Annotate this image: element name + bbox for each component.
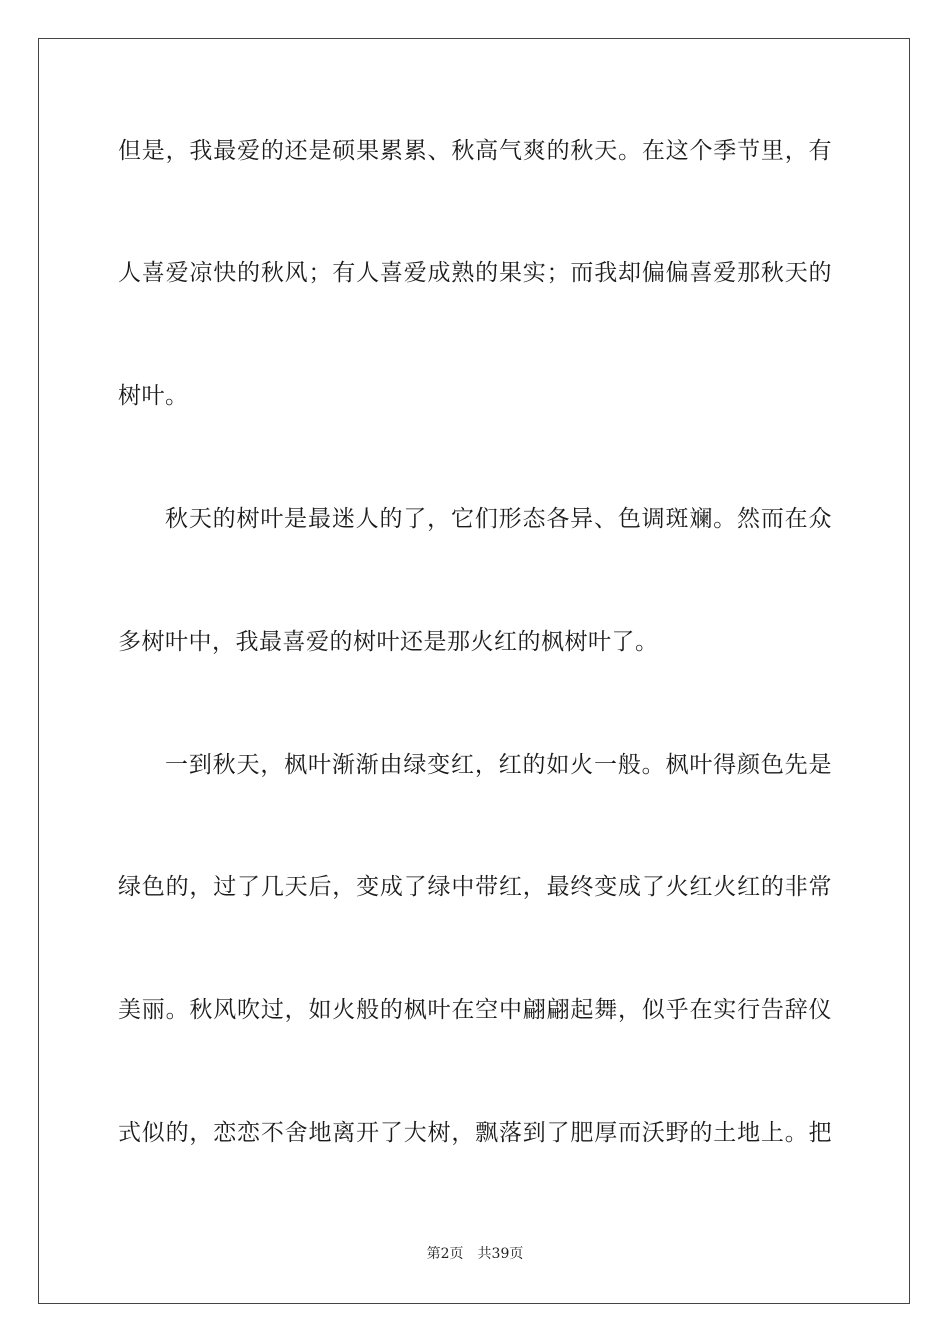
- body-line-3: 树叶。: [118, 383, 189, 409]
- body-line-5: 多树叶中，我最喜爱的树叶还是那火红的枫树叶了。: [118, 629, 659, 655]
- body-line-6: 一到秋天，枫叶渐渐由绿变红，红的如火一般。枫叶得颜色先是: [165, 752, 832, 778]
- body-line-4: 秋天的树叶是最迷人的了，它们形态各异、色调斑斓。然而在众: [165, 506, 832, 532]
- page-number: 第2页: [426, 1246, 464, 1262]
- page-total: 共39页: [477, 1246, 524, 1262]
- body-line-1: 但是，我最爱的还是硕果累累、秋高气爽的秋天。在这个季节里，有: [118, 138, 832, 164]
- body-line-8: 美丽。秋风吹过，如火般的枫叶在空中翩翩起舞，似乎在实行告辞仪: [118, 997, 832, 1023]
- body-line-2: 人喜爱凉快的秋风；有人喜爱成熟的果实；而我却偏偏喜爱那秋天的: [118, 260, 832, 286]
- page-border: [38, 38, 910, 1304]
- page-footer: [0, 1245, 950, 1263]
- body-line-7: 绿色的，过了几天后，变成了绿中带红，最终变成了火红火红的非常: [118, 874, 832, 900]
- body-line-9: 式似的，恋恋不舍地离开了大树，飘落到了肥厚而沃野的土地上。把: [118, 1120, 832, 1146]
